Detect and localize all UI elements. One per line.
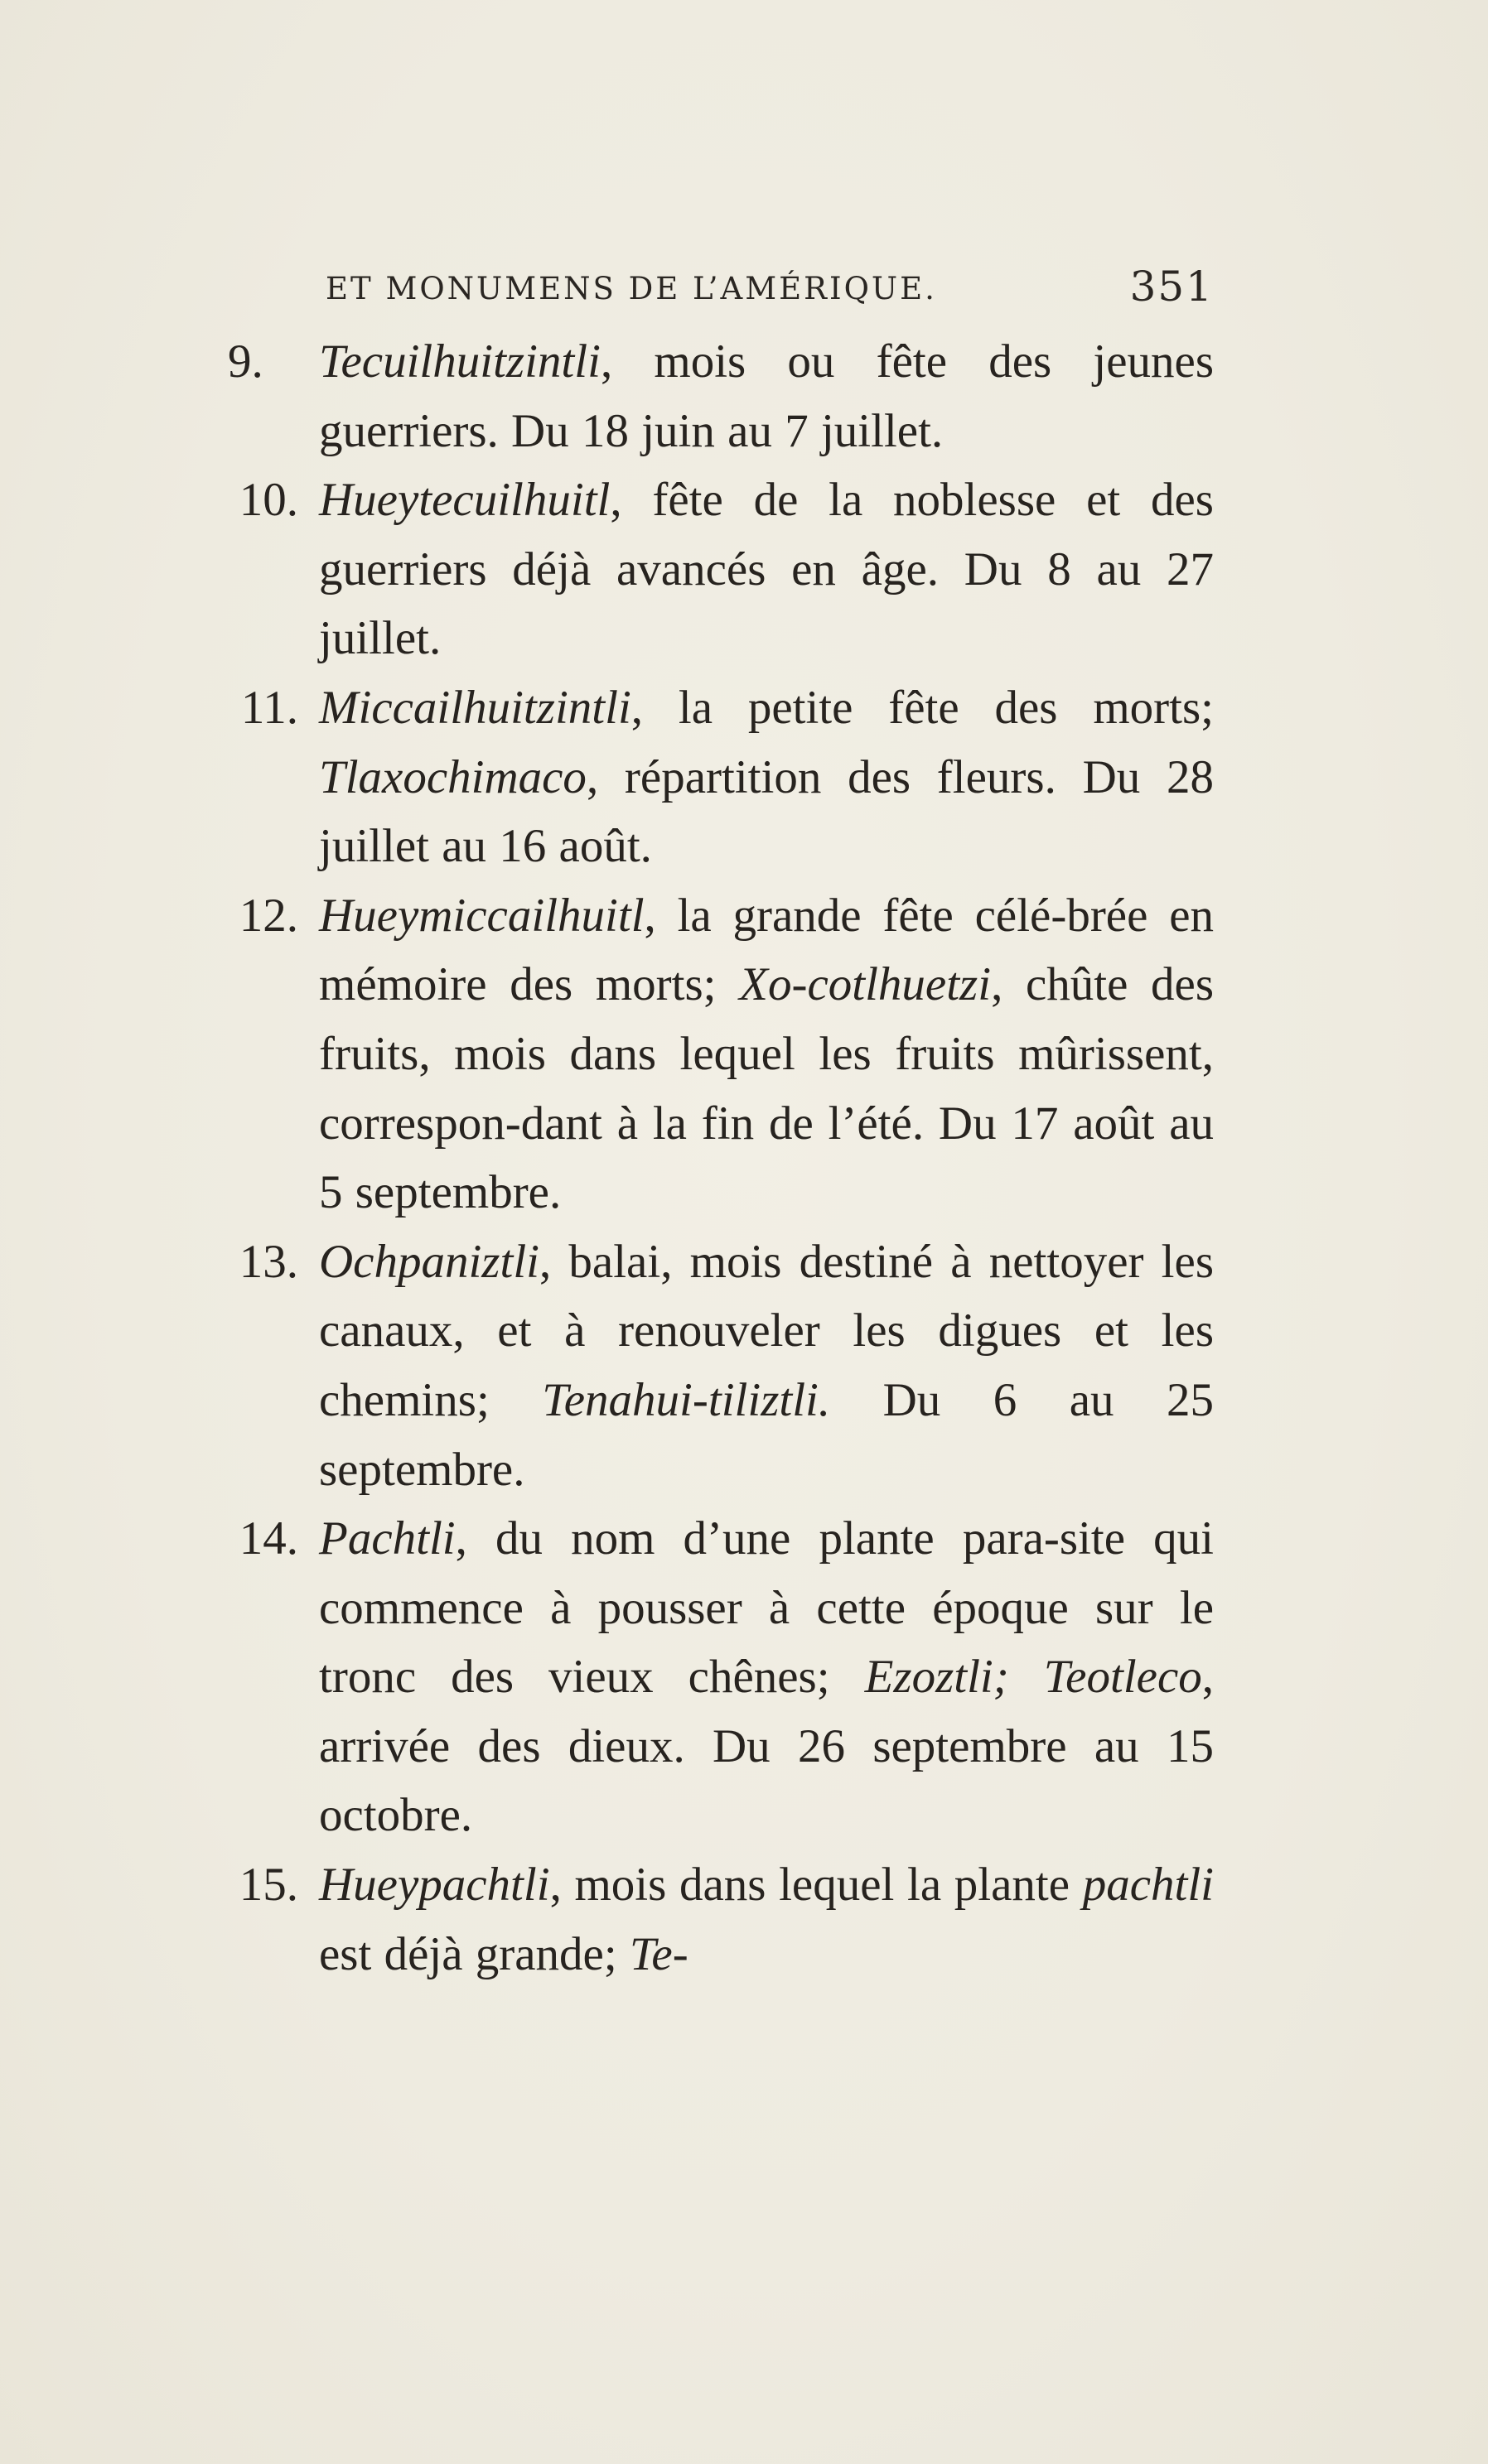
aztec-term: Tecuilhuitzintli [319, 335, 601, 388]
running-head [319, 253, 1214, 319]
entry-description: , chûte des fruits, mois dans lequel les fruits mûrissent, correspon-dant à la fin de l’été. Du 17 août au 5 septembre. [319, 958, 1215, 1219]
running-title: ET MONUMENS DE L’AMÉRIQUE. [326, 271, 937, 306]
entry-number: 14. [239, 1512, 298, 1565]
entry-description: , du nom d’une plante para-site qui commence à pousser à cette époque sur le tronc des vieux chênes; [319, 1512, 1214, 1704]
aztec-term: Ezoztli; Teotleco [864, 1651, 1202, 1704]
aztec-term: Hueymiccailhuitl [319, 889, 645, 942]
list-item [207, 1850, 1214, 1989]
entry-description: est déjà grande; [319, 1927, 630, 1980]
entry-text [319, 673, 1214, 881]
entry-text [319, 1850, 1214, 1989]
list-item [207, 1504, 1214, 1850]
entry-description: , répartition des fleurs. Du 28 juillet au 16 août. [319, 750, 1214, 873]
entry-description: , fête de la noblesse et des guerriers déjà avancés en âge. Du 8 au 27 juillet. [319, 474, 1214, 665]
entry-number: 12. [239, 889, 298, 942]
list-item [207, 327, 1214, 465]
entry-text [319, 465, 1214, 673]
entry-text [319, 327, 1214, 465]
entry-text [319, 1504, 1214, 1850]
entry-description: , la grande fête célé-brée en mémoire des morts; [319, 889, 1214, 1011]
entry-description: , la petite fête des morts; [630, 681, 1214, 734]
entry-text [319, 1227, 1214, 1504]
list-item [207, 465, 1214, 673]
aztec-term: Tenahui-tiliztli. [542, 1373, 831, 1426]
aztec-term: Pachtli [319, 1512, 456, 1565]
list-item [207, 673, 1214, 881]
list-item [207, 881, 1214, 1227]
entry-description: , mois ou fête des jeunes guerriers. Du 18 juin au 7 juillet. [319, 335, 1214, 457]
entry-number: 13. [239, 1235, 298, 1288]
aztec-term: Hueytecuilhuitl [319, 474, 611, 527]
entry-description: , mois dans lequel la plante [549, 1859, 1083, 1912]
entry-number: 11. [240, 681, 298, 734]
aztec-term: Miccailhuitzintli [319, 681, 631, 734]
month-list [207, 327, 1214, 1989]
aztec-term: Te- [629, 1927, 688, 1980]
entry-description: , arrivée des dieux. Du 26 septembre au 15 octobre. [319, 1651, 1214, 1842]
aztec-term: Tlaxochimaco [319, 750, 587, 803]
entry-number: 9. [228, 335, 263, 388]
entry-description: , balai, mois destiné à nettoyer les canaux, et à renouveler les digues et les chemins; [319, 1235, 1214, 1426]
list-item [207, 1227, 1214, 1504]
aztec-term: Xo-cotlhuetzi [739, 958, 992, 1011]
aztec-term: Hueypachtli [319, 1859, 550, 1912]
page-number: 351 [1129, 263, 1214, 311]
entry-number: 15. [239, 1859, 298, 1912]
aztec-term: pachtli [1082, 1859, 1214, 1912]
entry-number: 10. [239, 474, 298, 527]
entry-text [319, 881, 1214, 1227]
aztec-term: Ochpaniztli [319, 1235, 539, 1288]
entry-description: Du 6 au 25 septembre. [319, 1373, 1214, 1496]
